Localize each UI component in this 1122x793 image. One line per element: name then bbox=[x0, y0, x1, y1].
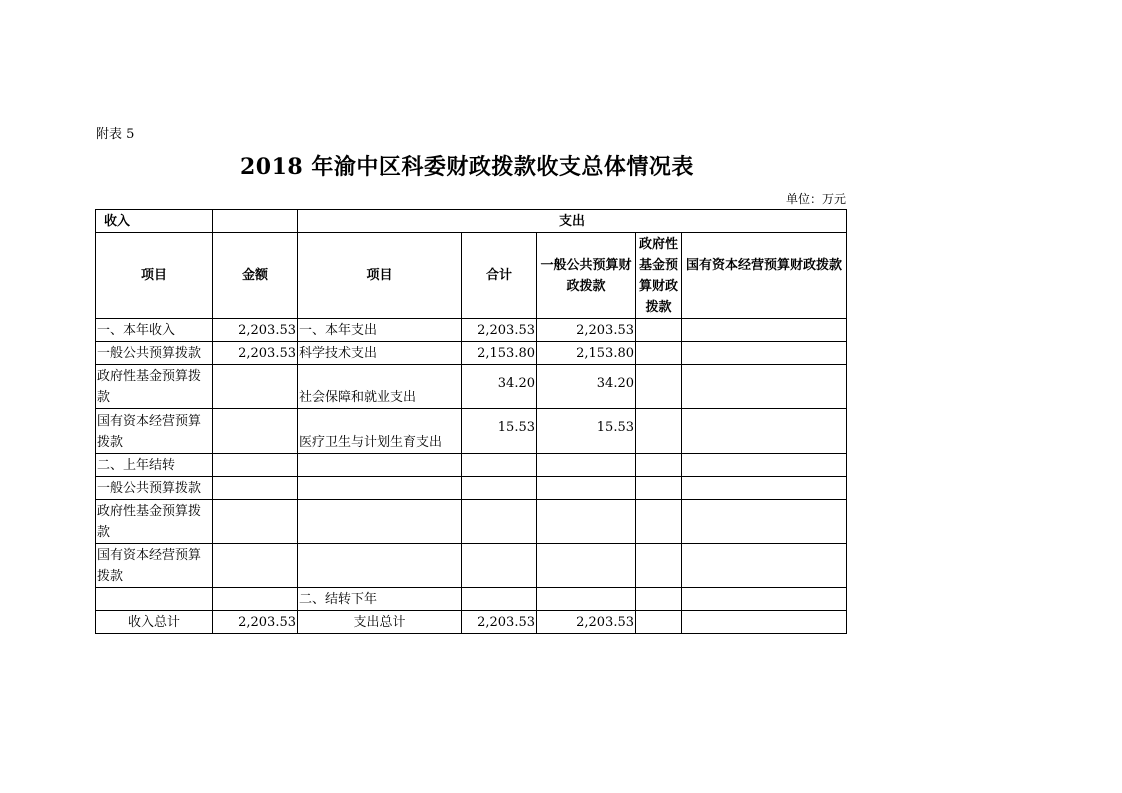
income-item-cell: 政府性基金预算拨款 bbox=[96, 500, 213, 544]
income-amount-cell bbox=[213, 409, 298, 454]
exp-total-cell: 2,203.53 bbox=[462, 319, 537, 342]
exp-general-cell: 2,203.53 bbox=[537, 319, 636, 342]
exp-item-cell bbox=[298, 454, 462, 477]
exp-state-capital-cell bbox=[682, 588, 847, 611]
income-item-cell: 国有资本经营预算拨款 bbox=[96, 409, 213, 454]
exp-item-cell: 医疗卫生与计划生育支出 bbox=[298, 409, 462, 454]
exp-total-general: 2,203.53 bbox=[537, 611, 636, 634]
income-amount-cell bbox=[213, 544, 298, 588]
table-row bbox=[96, 544, 847, 588]
exp-total-sum: 2,203.53 bbox=[462, 611, 537, 634]
exp-total-cell bbox=[462, 477, 537, 500]
exp-item-cell bbox=[298, 477, 462, 500]
exp-state-capital-cell bbox=[682, 319, 847, 342]
exp-gov-fund-cell bbox=[636, 500, 682, 544]
income-total-label: 收入总计 bbox=[96, 611, 213, 634]
col-exp-item: 项目 bbox=[298, 233, 462, 319]
income-amount-cell bbox=[213, 477, 298, 500]
budget-table bbox=[95, 209, 847, 634]
col-exp-gov-fund: 政府性基金预算财政拨款 bbox=[636, 233, 682, 319]
header-row-2 bbox=[96, 233, 847, 319]
page-title: 2018 年渝中区科委财政拨款收支总体情况表 bbox=[240, 154, 694, 180]
exp-gov-fund-cell bbox=[636, 342, 682, 365]
income-amount-cell: 2,203.53 bbox=[213, 319, 298, 342]
exp-gov-fund-cell bbox=[636, 544, 682, 588]
exp-total-cell bbox=[462, 500, 537, 544]
col-exp-general: 一般公共预算财政拨款 bbox=[537, 233, 636, 319]
exp-total-cell: 15.53 bbox=[462, 409, 537, 454]
income-amount-cell bbox=[213, 588, 298, 611]
income-item-cell: 二、上年结转 bbox=[96, 454, 213, 477]
exp-general-cell bbox=[537, 500, 636, 544]
table-row bbox=[96, 365, 847, 409]
exp-item-cell: 一、本年支出 bbox=[298, 319, 462, 342]
expenditure-header: 支出 bbox=[298, 210, 847, 233]
exp-total-cell bbox=[462, 544, 537, 588]
exp-general-cell bbox=[537, 544, 636, 588]
col-income-amount: 金额 bbox=[213, 233, 298, 319]
exp-item-cell: 科学技术支出 bbox=[298, 342, 462, 365]
income-item-cell: 国有资本经营预算拨款 bbox=[96, 544, 213, 588]
table-row bbox=[96, 500, 847, 544]
blank-header-cell bbox=[213, 210, 298, 233]
exp-general-cell: 2,153.80 bbox=[537, 342, 636, 365]
exp-state-capital-cell bbox=[682, 365, 847, 409]
table-body bbox=[96, 319, 847, 611]
header-row-1 bbox=[96, 210, 847, 233]
exp-item-cell bbox=[298, 544, 462, 588]
table-row bbox=[96, 319, 847, 342]
exp-total-cell bbox=[462, 588, 537, 611]
exp-total-cell: 34.20 bbox=[462, 365, 537, 409]
exp-general-cell bbox=[537, 477, 636, 500]
totals-row bbox=[96, 611, 847, 634]
exp-total-cell: 2,153.80 bbox=[462, 342, 537, 365]
exp-gov-fund-cell bbox=[636, 454, 682, 477]
exp-general-cell bbox=[537, 454, 636, 477]
income-amount-cell bbox=[213, 500, 298, 544]
unit-label: 单位：万元 bbox=[786, 192, 847, 206]
income-item-cell: 一般公共预算拨款 bbox=[96, 477, 213, 500]
income-item-cell: 一、本年收入 bbox=[96, 319, 213, 342]
exp-general-cell bbox=[537, 588, 636, 611]
exp-total-cell bbox=[462, 454, 537, 477]
income-total-amount: 2,203.53 bbox=[213, 611, 298, 634]
col-exp-state-capital: 国有资本经营预算财政拨款 bbox=[682, 233, 847, 319]
exp-item-cell bbox=[298, 500, 462, 544]
income-item-cell bbox=[96, 588, 213, 611]
exp-item-cell: 社会保障和就业支出 bbox=[298, 365, 462, 409]
exp-general-cell: 34.20 bbox=[537, 365, 636, 409]
exp-state-capital-cell bbox=[682, 454, 847, 477]
exp-state-capital-cell bbox=[682, 409, 847, 454]
exp-total-state-capital bbox=[682, 611, 847, 634]
income-amount-cell: 2,203.53 bbox=[213, 342, 298, 365]
table-row bbox=[96, 588, 847, 611]
exp-state-capital-cell bbox=[682, 500, 847, 544]
exp-item-cell: 二、结转下年 bbox=[298, 588, 462, 611]
income-item-cell: 政府性基金预算拨款 bbox=[96, 365, 213, 409]
col-income-item: 项目 bbox=[96, 233, 213, 319]
exp-gov-fund-cell bbox=[636, 319, 682, 342]
exp-gov-fund-cell bbox=[636, 409, 682, 454]
col-exp-total: 合计 bbox=[462, 233, 537, 319]
income-amount-cell bbox=[213, 454, 298, 477]
exp-general-cell: 15.53 bbox=[537, 409, 636, 454]
exp-total-label: 支出总计 bbox=[298, 611, 462, 634]
income-item-cell: 一般公共预算拨款 bbox=[96, 342, 213, 365]
table-row bbox=[96, 454, 847, 477]
income-amount-cell bbox=[213, 365, 298, 409]
exp-state-capital-cell bbox=[682, 342, 847, 365]
exp-gov-fund-cell bbox=[636, 588, 682, 611]
table-row bbox=[96, 342, 847, 365]
table-row bbox=[96, 477, 847, 500]
exp-gov-fund-cell bbox=[636, 477, 682, 500]
table-row bbox=[96, 409, 847, 454]
exp-total-gov-fund bbox=[636, 611, 682, 634]
exp-state-capital-cell bbox=[682, 544, 847, 588]
exp-gov-fund-cell bbox=[636, 365, 682, 409]
income-header: 收入 bbox=[96, 210, 213, 233]
exp-state-capital-cell bbox=[682, 477, 847, 500]
appendix-label: 附表 5 bbox=[96, 127, 135, 142]
